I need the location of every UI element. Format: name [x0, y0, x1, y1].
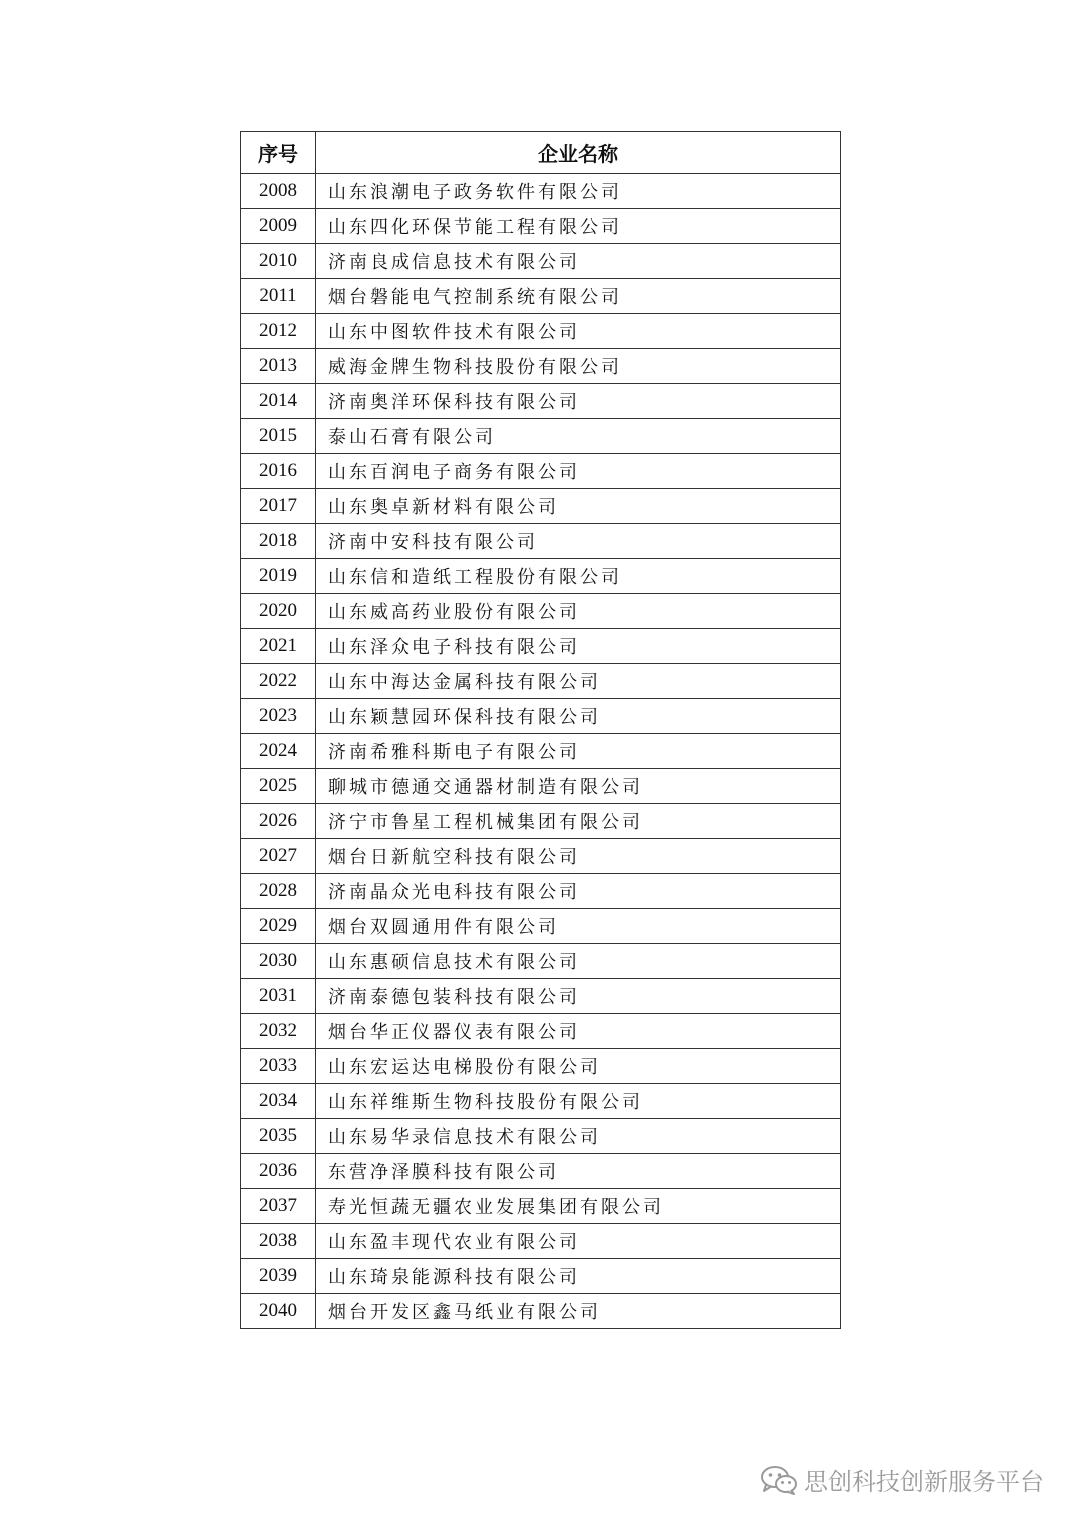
- company-name-cell: 济南晶众光电科技有限公司: [316, 874, 841, 909]
- serial-number-cell: 2032: [241, 1014, 316, 1049]
- serial-number-cell: 2036: [241, 1154, 316, 1189]
- company-name-cell: 烟台开发区鑫马纸业有限公司: [316, 1294, 841, 1329]
- serial-number-cell: 2023: [241, 699, 316, 734]
- company-name-cell: 烟台磐能电气控制系统有限公司: [316, 279, 841, 314]
- table-row: [241, 944, 841, 979]
- company-name-cell: 山东威高药业股份有限公司: [316, 594, 841, 629]
- company-name-cell: 山东盈丰现代农业有限公司: [316, 1224, 841, 1259]
- company-name-cell: 济南中安科技有限公司: [316, 524, 841, 559]
- company-name-cell: 山东琦泉能源科技有限公司: [316, 1259, 841, 1294]
- table-row: [241, 489, 841, 524]
- company-name-cell: 山东颖慧园环保科技有限公司: [316, 699, 841, 734]
- serial-number-cell: 2038: [241, 1224, 316, 1259]
- company-name-cell: 山东中海达金属科技有限公司: [316, 664, 841, 699]
- serial-number-cell: 2021: [241, 629, 316, 664]
- serial-number-cell: 2025: [241, 769, 316, 804]
- table-row: [241, 1154, 841, 1189]
- company-name-cell: 山东奥卓新材料有限公司: [316, 489, 841, 524]
- table-row: [241, 174, 841, 209]
- table-row: [241, 664, 841, 699]
- table-row: [241, 454, 841, 489]
- table-row: [241, 769, 841, 804]
- header-serial-number: 序号: [241, 132, 316, 174]
- serial-number-cell: 2040: [241, 1294, 316, 1329]
- serial-number-cell: 2024: [241, 734, 316, 769]
- table-row: [241, 1189, 841, 1224]
- table-header: [241, 132, 841, 174]
- table-row: [241, 1294, 841, 1329]
- table-row: [241, 419, 841, 454]
- serial-number-cell: 2033: [241, 1049, 316, 1084]
- serial-number-cell: 2027: [241, 839, 316, 874]
- serial-number-cell: 2010: [241, 244, 316, 279]
- watermark-text: 思创科技创新服务平台: [804, 1468, 1044, 1496]
- company-name-cell: 烟台双圆通用件有限公司: [316, 909, 841, 944]
- company-name-cell: 山东浪潮电子政务软件有限公司: [316, 174, 841, 209]
- table-row: [241, 734, 841, 769]
- table-row: [241, 209, 841, 244]
- company-name-cell: 山东泽众电子科技有限公司: [316, 629, 841, 664]
- serial-number-cell: 2022: [241, 664, 316, 699]
- company-name-cell: 济南泰德包装科技有限公司: [316, 979, 841, 1014]
- company-name-cell: 泰山石膏有限公司: [316, 419, 841, 454]
- serial-number-cell: 2013: [241, 349, 316, 384]
- company-name-cell: 寿光恒蔬无疆农业发展集团有限公司: [316, 1189, 841, 1224]
- table-body: [241, 174, 841, 1329]
- company-name-cell: 山东中图软件技术有限公司: [316, 314, 841, 349]
- watermark: [760, 1462, 1044, 1497]
- company-name-cell: 济南奥洋环保科技有限公司: [316, 384, 841, 419]
- table-row: [241, 909, 841, 944]
- company-name-cell: 山东四化环保节能工程有限公司: [316, 209, 841, 244]
- serial-number-cell: 2026: [241, 804, 316, 839]
- company-table: [240, 131, 841, 1329]
- table-row: [241, 1014, 841, 1049]
- table-row: [241, 1119, 841, 1154]
- table-row: [241, 1049, 841, 1084]
- serial-number-cell: 2017: [241, 489, 316, 524]
- company-name-cell: 济南良成信息技术有限公司: [316, 244, 841, 279]
- table-row: [241, 594, 841, 629]
- company-name-cell: 东营净泽膜科技有限公司: [316, 1154, 841, 1189]
- serial-number-cell: 2018: [241, 524, 316, 559]
- company-name-cell: 山东祥维斯生物科技股份有限公司: [316, 1084, 841, 1119]
- table-row: [241, 244, 841, 279]
- serial-number-cell: 2012: [241, 314, 316, 349]
- header-row: [241, 132, 841, 174]
- serial-number-cell: 2019: [241, 559, 316, 594]
- serial-number-cell: 2034: [241, 1084, 316, 1119]
- table-row: [241, 874, 841, 909]
- table-row: [241, 979, 841, 1014]
- company-name-cell: 山东易华录信息技术有限公司: [316, 1119, 841, 1154]
- serial-number-cell: 2030: [241, 944, 316, 979]
- table-row: [241, 804, 841, 839]
- header-company-name: 企业名称: [316, 132, 841, 174]
- company-name-cell: 山东信和造纸工程股份有限公司: [316, 559, 841, 594]
- company-name-cell: 济宁市鲁星工程机械集团有限公司: [316, 804, 841, 839]
- serial-number-cell: 2031: [241, 979, 316, 1014]
- company-name-cell: 威海金牌生物科技股份有限公司: [316, 349, 841, 384]
- table-row: [241, 629, 841, 664]
- company-name-cell: 济南希雅科斯电子有限公司: [316, 734, 841, 769]
- company-name-cell: 聊城市德通交通器材制造有限公司: [316, 769, 841, 804]
- serial-number-cell: 2014: [241, 384, 316, 419]
- serial-number-cell: 2008: [241, 174, 316, 209]
- table-row: [241, 384, 841, 419]
- table-row: [241, 1224, 841, 1259]
- company-name-cell: 山东百润电子商务有限公司: [316, 454, 841, 489]
- table-row: [241, 524, 841, 559]
- table-row: [241, 839, 841, 874]
- serial-number-cell: 2020: [241, 594, 316, 629]
- table-row: [241, 1084, 841, 1119]
- serial-number-cell: 2015: [241, 419, 316, 454]
- table-row: [241, 279, 841, 314]
- company-name-cell: 烟台华正仪器仪表有限公司: [316, 1014, 841, 1049]
- company-name-cell: 烟台日新航空科技有限公司: [316, 839, 841, 874]
- serial-number-cell: 2039: [241, 1259, 316, 1294]
- company-name-cell: 山东惠硕信息技术有限公司: [316, 944, 841, 979]
- company-name-cell: 山东宏运达电梯股份有限公司: [316, 1049, 841, 1084]
- table-row: [241, 559, 841, 594]
- serial-number-cell: 2009: [241, 209, 316, 244]
- serial-number-cell: 2028: [241, 874, 316, 909]
- serial-number-cell: 2016: [241, 454, 316, 489]
- serial-number-cell: 2037: [241, 1189, 316, 1224]
- serial-number-cell: 2029: [241, 909, 316, 944]
- serial-number-cell: 2035: [241, 1119, 316, 1154]
- table-row: [241, 699, 841, 734]
- table-row: [241, 314, 841, 349]
- wechat-icon: [760, 1465, 798, 1495]
- table-row: [241, 1259, 841, 1294]
- table-row: [241, 349, 841, 384]
- serial-number-cell: 2011: [241, 279, 316, 314]
